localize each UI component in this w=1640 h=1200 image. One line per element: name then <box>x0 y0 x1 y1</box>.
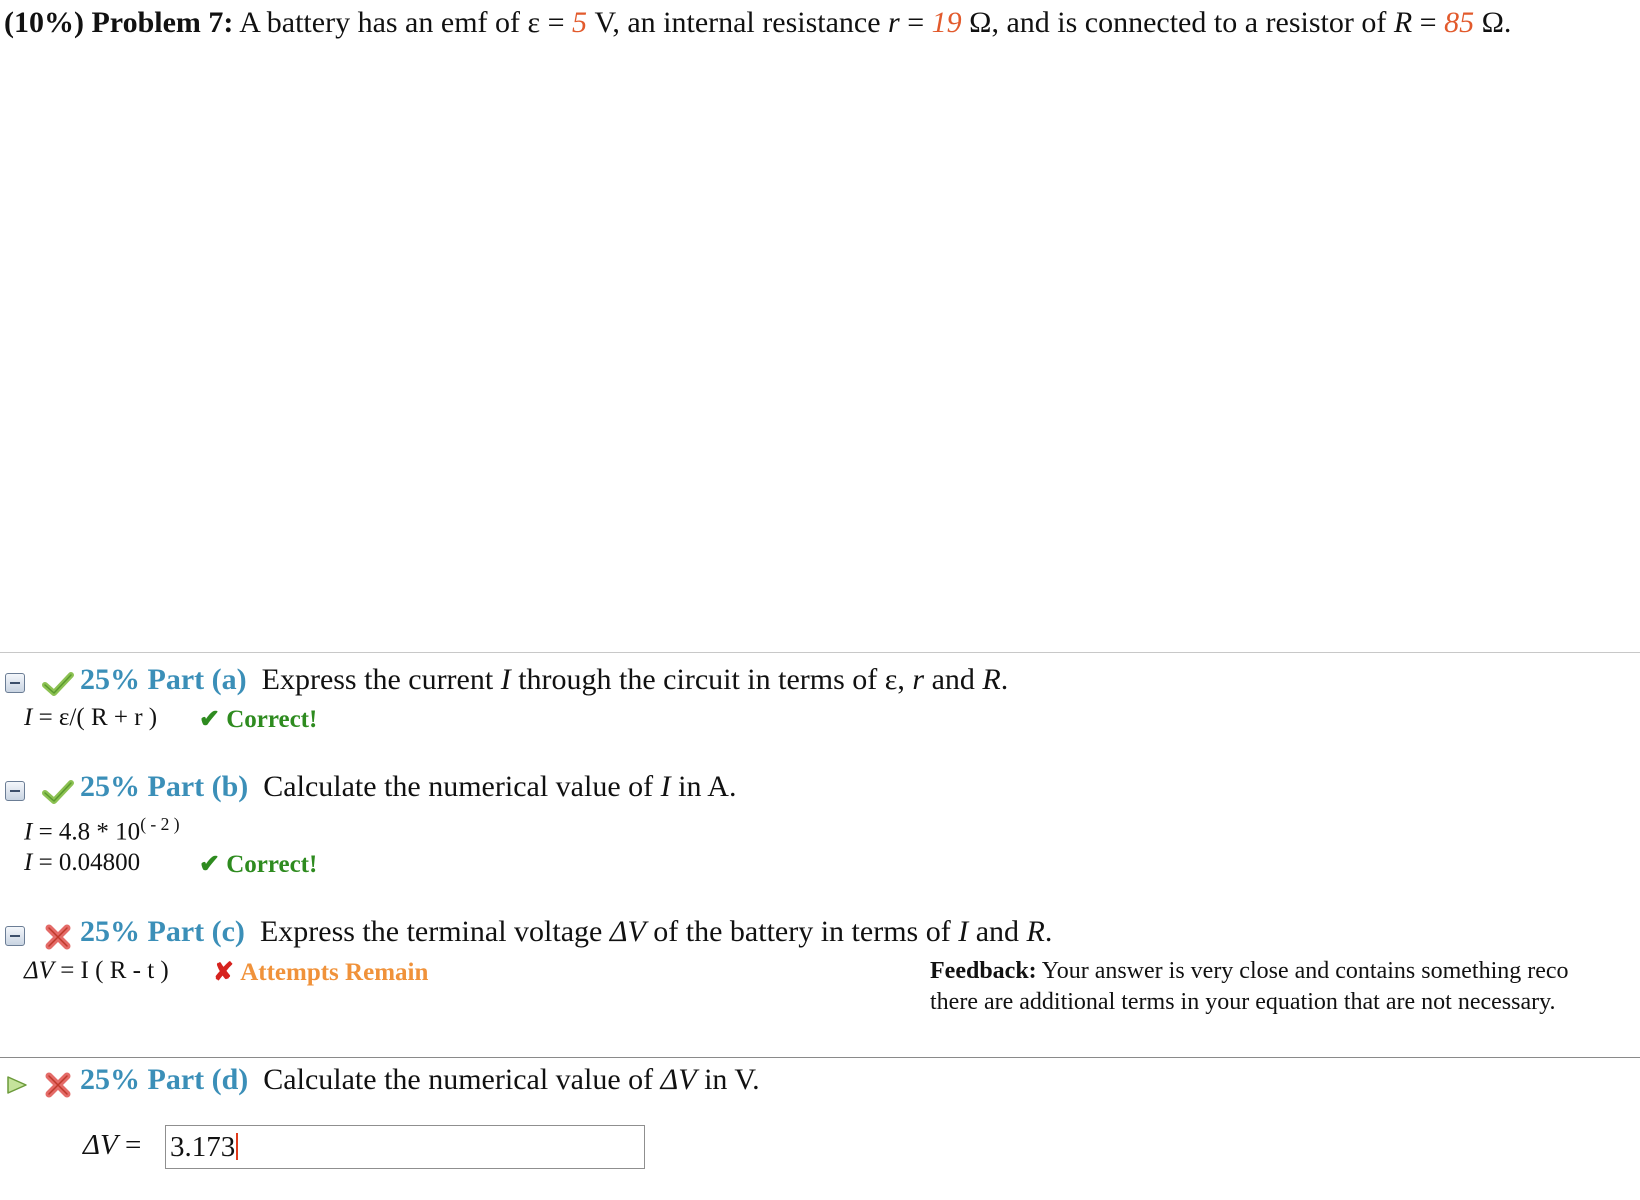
part-a-status: ✔ Correct! <box>199 706 318 733</box>
part-c-feedback: Feedback: Your answer is very close and contains something reco there are additional terms in your equation that are not necessary. <box>930 958 1569 1015</box>
problem-statement: (10%) Problem 7: A battery has an emf of ε = 5 V, an internal resistance r = 19 Ω, and is connected to a resistor of R = 85 Ω. <box>4 6 1512 39</box>
part-c-label: Part (c) <box>147 915 245 948</box>
check-icon <box>42 778 74 806</box>
part-c-percent: 25% <box>80 915 140 948</box>
part-d-header: 25% Part (d) Calculate the numerical value of ΔV in V. <box>80 1063 760 1096</box>
part-d-percent: 25% <box>80 1063 140 1096</box>
part-a-header: 25% Part (a) Express the current I through the circuit in terms of ε, r and R. <box>80 663 1009 696</box>
check-icon <box>42 670 74 698</box>
problem-label: Problem 7: <box>91 6 234 39</box>
part-b-status: ✔ Correct! <box>199 851 318 878</box>
part-a-answer: I = ε/( R + r ) <box>24 704 158 731</box>
collapse-part-b-button[interactable] <box>5 781 25 801</box>
emf-value: 5 <box>572 6 588 39</box>
part-a-percent: 25% <box>80 663 140 696</box>
part-b-label: Part (b) <box>147 770 249 803</box>
part-b-answer-value: I = 0.04800 <box>24 849 141 876</box>
x-mark-icon: ✘ <box>213 959 234 986</box>
part-d-label: Part (d) <box>147 1063 249 1096</box>
text-cursor <box>236 1133 238 1160</box>
part-b-answer-expression: $I = 4.8 * 10^{( - 2 )}$ <box>24 814 180 846</box>
part-b-percent: 25% <box>80 770 140 803</box>
divider <box>0 1057 1640 1058</box>
divider <box>0 652 1640 653</box>
expand-arrow-icon[interactable] <box>6 1075 28 1095</box>
part-c-status: ✘ Attempts Remain <box>213 959 429 986</box>
cross-icon <box>43 922 73 952</box>
internal-resistance-value: 19 <box>931 6 962 39</box>
resistor-value: 85 <box>1444 6 1475 39</box>
part-c-answer: ΔV = I ( R - t ) <box>24 957 169 984</box>
collapse-part-c-button[interactable] <box>5 926 25 946</box>
part-b-header: 25% Part (b) Calculate the numerical value of I in A. <box>80 770 737 803</box>
problem-text: A battery has an emf of ε = <box>239 6 573 39</box>
problem-weight: (10%) <box>4 6 84 39</box>
part-d-answer-input[interactable]: 3.173 <box>165 1125 645 1169</box>
part-c-header: 25% Part (c) Express the terminal voltage ΔV of the battery in terms of I and R. <box>80 915 1053 948</box>
cross-icon <box>43 1070 73 1100</box>
part-a-label: Part (a) <box>147 663 247 696</box>
part-d-input-label: ΔV = <box>83 1129 142 1161</box>
collapse-part-a-button[interactable] <box>5 673 25 693</box>
